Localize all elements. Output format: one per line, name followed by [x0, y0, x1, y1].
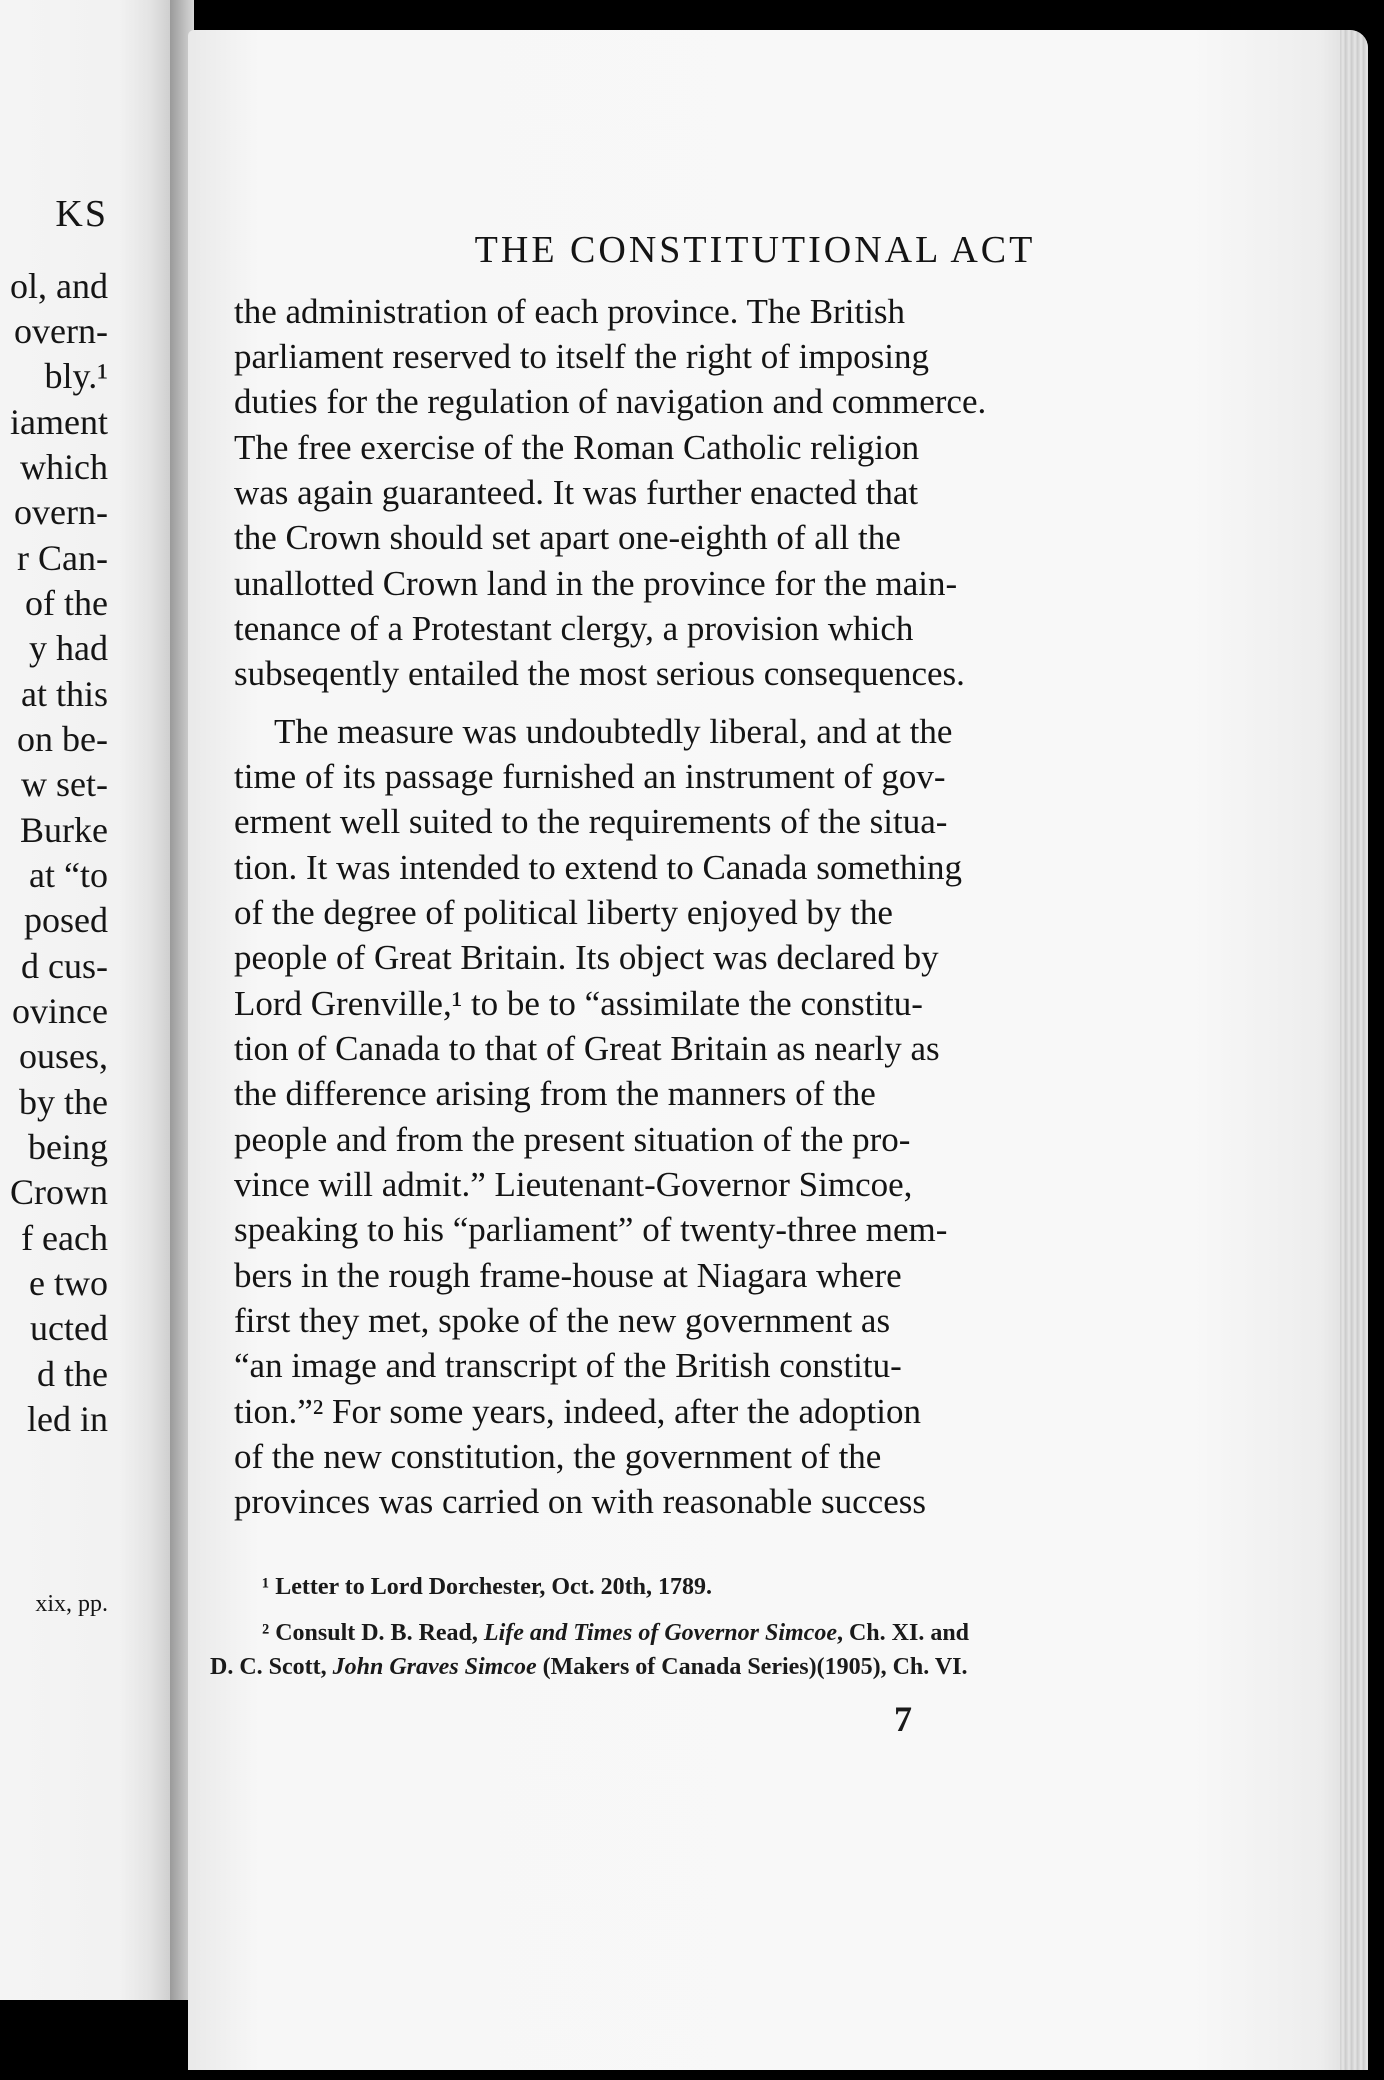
body-text — [234, 292, 1104, 1572]
footnote-2-title: John Graves Simcoe — [332, 1654, 537, 1680]
text-line: “an image and transcript of the British constitu- — [234, 1346, 902, 1385]
left-page-line: overn- — [14, 492, 108, 532]
page-edge — [1340, 30, 1368, 2070]
text-line: duties for the regulation of navigation and commerce. — [234, 382, 987, 421]
left-page-line: r Can- — [17, 538, 108, 578]
left-page-line: on be- — [17, 719, 108, 759]
text-line: the difference arising from the manners of the — [234, 1074, 876, 1113]
left-page-line: ucted — [30, 1308, 108, 1348]
text-line: the Crown should set apart one-eighth of all the — [234, 518, 901, 557]
footnote-2-text: D. C. Scott, — [210, 1654, 333, 1680]
text-line: tenance of a Protestant clergy, a provision which — [234, 609, 914, 648]
footnote-2-continued — [210, 1652, 968, 1682]
left-page-line: by the — [19, 1082, 108, 1122]
left-page-line: overn- — [14, 311, 108, 351]
running-head: THE CONSTITUTIONAL ACT — [474, 229, 1036, 271]
text-line: speaking to his “parliament” of twenty-three mem- — [234, 1210, 948, 1249]
left-page-line: e two — [29, 1263, 108, 1303]
text-line: people and from the present situation of the pro- — [234, 1120, 911, 1159]
left-page-line: ol, and — [10, 266, 108, 306]
footnote-2-text: , Ch. XI. and — [836, 1620, 970, 1646]
text-line: parliament reserved to itself the right of imposing — [234, 337, 929, 376]
left-page-line: ouses, — [19, 1036, 108, 1076]
left-page-line: led in — [27, 1399, 108, 1439]
left-page-line: d the — [37, 1354, 108, 1394]
left-page-line: Burke — [20, 810, 108, 850]
left-facing-page — [0, 0, 170, 2000]
text-line: provinces was carried on with reasonable success — [234, 1482, 926, 1521]
text-line: was again guaranteed. It was further enacted that — [234, 473, 919, 512]
left-page-line: bly.¹ — [44, 356, 108, 396]
text-line: The free exercise of the Roman Catholic religion — [234, 428, 920, 467]
left-page-line: which — [20, 447, 108, 487]
text-line: unallotted Crown land in the province for the main- — [234, 564, 958, 603]
page-number: 7 — [894, 1699, 912, 1739]
footnote-2-title: Life and Times of Governor Simcoe — [483, 1620, 837, 1646]
text-line: first they met, spoke of the new government as — [234, 1301, 891, 1340]
left-page-line: at “to — [29, 855, 108, 895]
left-page-line: of the — [25, 583, 108, 623]
right-page — [188, 30, 1368, 2070]
text-line: of the new constitution, the government of the — [234, 1437, 882, 1476]
left-page-line: f each — [21, 1218, 108, 1258]
text-line: of the degree of political liberty enjoyed by the — [234, 893, 893, 932]
text-line: The measure was undoubtedly liberal, and at the — [274, 712, 953, 751]
text-line: people of Great Britain. Its object was declared by — [234, 938, 939, 977]
left-page-line: being — [28, 1127, 108, 1167]
footnote-2-text: (Makers of Canada Series)(1905), Ch. VI. — [536, 1654, 968, 1680]
left-page-footnote-fragment: xix, pp. — [35, 1591, 108, 1617]
text-line: tion.”² For some years, indeed, after the adoption — [234, 1392, 921, 1431]
left-page-line: w set- — [21, 764, 108, 804]
text-line: bers in the rough frame-house at Niagara where — [234, 1256, 902, 1295]
text-line: erment well suited to the requirements of the situa- — [234, 802, 948, 841]
text-line: subseqently entailed the most serious consequences. — [234, 654, 965, 693]
footnote-1: ¹ Letter to Lord Dorchester, Oct. 20th, 1789. — [262, 1574, 712, 1600]
left-page-line: Crown — [10, 1172, 108, 1212]
left-page-line: y had — [29, 628, 108, 668]
text-line: the administration of each province. The British — [234, 292, 905, 331]
footnote-2 — [262, 1618, 969, 1648]
left-page-line: d cus- — [21, 946, 108, 986]
left-page-line: iament — [10, 402, 108, 442]
left-page-line: at this — [21, 674, 108, 714]
text-line: tion of Canada to that of Great Britain as nearly as — [234, 1029, 940, 1068]
text-line: Lord Grenville,¹ to be to “assimilate the constitu- — [234, 984, 923, 1023]
text-line: vince will admit.” Lieutenant-Governor Simcoe, — [234, 1165, 913, 1204]
left-page-line: ovince — [12, 991, 108, 1031]
text-line: time of its passage furnished an instrument of gov- — [234, 757, 946, 796]
text-line: tion. It was intended to extend to Canada something — [234, 848, 963, 887]
footnote-2-text: ² Consult D. B. Read, — [262, 1620, 484, 1646]
left-page-line: posed — [24, 900, 108, 940]
left-page-header: KS — [55, 193, 108, 235]
